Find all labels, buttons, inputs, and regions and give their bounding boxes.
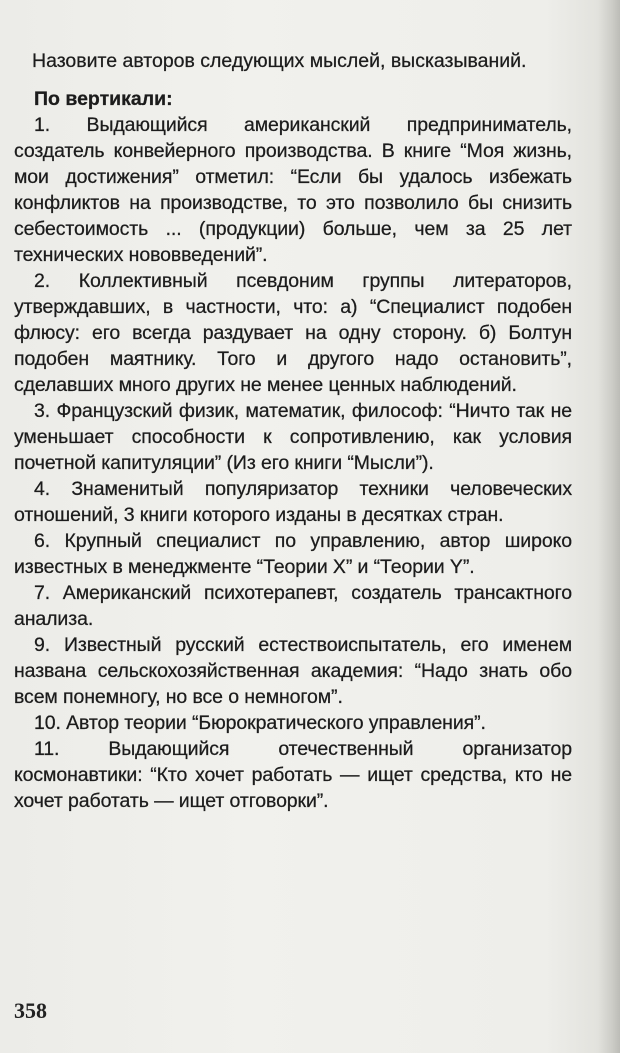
intro-paragraph: Назовите авторов следующих мыслей, высказываний.: [32, 50, 527, 72]
clue-item-1: 1. Выдающийся американский предприниматель, создатель конвейерного производства. В книге “Моя жизнь, мои достижения” отметил: “Если бы удалось избежать конфликтов на производстве, то это позволило бы снизить себестоимость ... (продукции) больше, чем за 25 лет технических нововведений”.: [14, 114, 572, 266]
clue-item-7: 7. Американский психотерапевт, создатель трансактного анализа.: [14, 582, 572, 630]
clue-item-6: 6. Крупный специалист по управлению, автор широко известных в менеджменте “Теории X” и “Теории Y”.: [14, 530, 572, 578]
clue-item-3: 3. Французский физик, математик, философ: “Ничто так не уменьшает способности к сопротивлению, как условия почетной капитуляции” (Из его книги “Мысли”).: [14, 400, 572, 474]
page-spine-shadow: [598, 0, 620, 1053]
clue-item-11: 11. Выдающийся отечественный организатор космонавтики: “Кто хочет работать — ищет средства, кто не хочет работать — ищет отговорки”.: [14, 738, 572, 812]
clue-item-10: 10. Автор теории “Бюрократического управления”.: [34, 712, 486, 734]
section-heading: По вертикали:: [34, 88, 173, 110]
clue-item-9: 9. Известный русский естествоиспытатель, его именем названа сельскохозяйственная академия: “Надо знать обо всем понемногу, но все о немногом”.: [14, 634, 572, 708]
page-number: 358: [14, 998, 47, 1023]
clue-item-4: 4. Знаменитый популяризатор техники человеческих отношений, 3 книги которого изданы в десятках стран.: [14, 478, 572, 526]
page-text: [14, 48, 572, 814]
clue-item-2: 2. Коллективный псевдоним группы литераторов, утверждавших, в частности, что: а) “Специалист подобен флюсу: его всегда раздувает на одну сторону. б) Болтун подобен маятнику. Того и другого надо остановить”, сделавших много других не менее ценных наблюдений.: [14, 270, 572, 396]
